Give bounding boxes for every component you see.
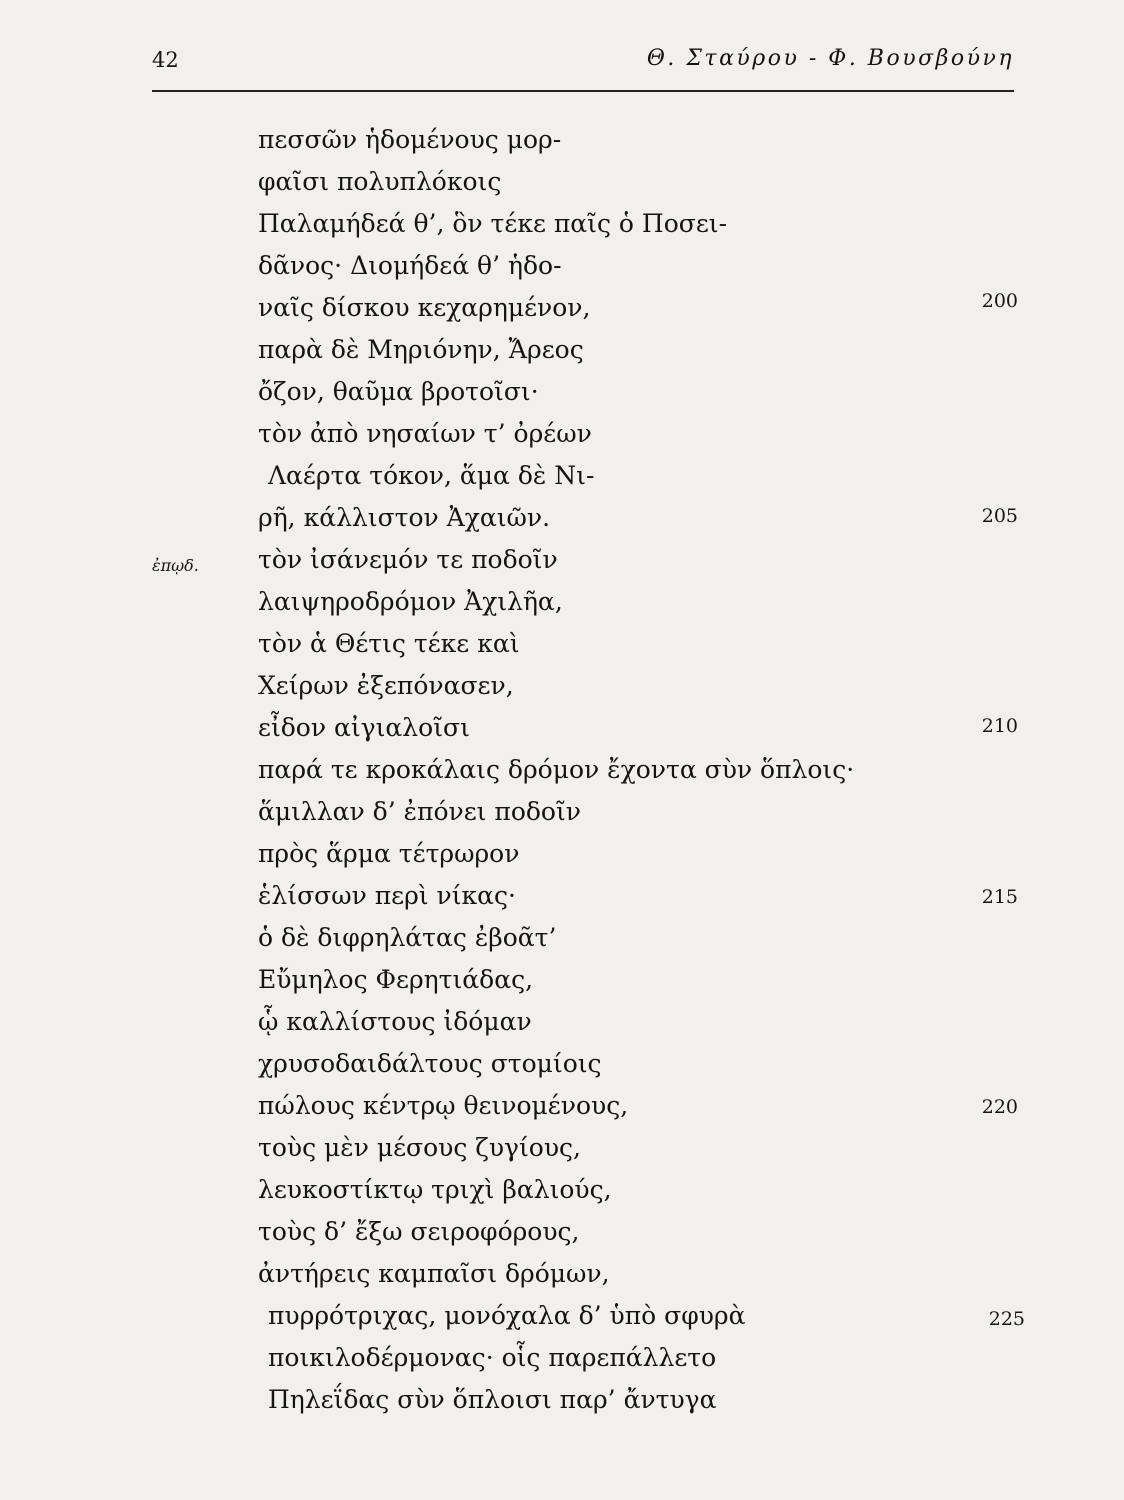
verse-line: τὸν ἰσάνεμόν τε ποδοῖν [258,545,558,574]
verse-line: ἅμιλλαν δ’ ἐπόνει ποδοῖν [258,797,581,826]
verse-line: χρυσοδαιδάλτους στομίοις [258,1049,602,1078]
verse-line: φαῖσι πολυπλόκοις [258,167,502,196]
verse-line: Εὔμηλος Φερητιάδας, [258,965,534,994]
verse-line: ᾧ καλλίστους ἰδόμαν [258,1007,532,1036]
verse-line: παρὰ δὲ Μηριόνην, Ἄρεος [258,335,584,364]
verse-line: Πηλεΐδας σὺν ὅπλοισι παρ’ ἄντυγα [268,1385,717,1414]
verse-line: Χείρων ἐξεπόνασεν, [258,671,514,700]
verse-line: πώλους κέντρῳ θεινομένους, [258,1091,629,1120]
verse-line: τοὺς μὲν μέσους ζυγίους, [258,1133,581,1162]
line-number: 200 [981,290,1018,312]
line-number: 210 [981,715,1018,737]
verse-line: λευκοστίκτῳ τριχὶ βαλιούς, [258,1175,612,1204]
line-number: 215 [981,886,1018,908]
line-number: 220 [981,1096,1018,1118]
verse-line: τοὺς δ’ ἔξω σειροφόρους, [258,1217,580,1246]
line-number: 205 [981,505,1018,527]
verse-line: παρά τε κροκάλαις δρόμον ἔχοντα σὺν ὅπλοις· [258,755,855,784]
verse-line: ρῆ, κάλλιστον Ἀχαιῶν. [258,503,551,532]
verse-line: ἀντήρεις καμπαῖσι δρόμων, [258,1259,610,1288]
verse-line: ποικιλοδέρμονας· οἷς παρεπάλλετο [268,1343,717,1372]
section-label: ἐπῳδ. [152,556,199,575]
page-header [152,44,1014,90]
verse-line: ἑλίσσων περὶ νίκας· [258,881,517,910]
verse-line: ναῖς δίσκου κεχαρημένον, [258,293,591,322]
verse-line: τὸν ἀπὸ νησαίων τ’ ὀρέων [258,419,592,448]
verse-line: εἶδον αἰγιαλοῖσι [258,713,470,742]
verse-line: τὸν ἁ Θέτις τέκε καὶ [258,629,520,658]
page-number: 42 [152,48,179,72]
verse-line: δᾶνος· Διομήδεά θ’ ἡδο- [258,251,562,280]
running-title: Θ. Σταύρου - Φ. Βουσβούνη [646,46,1014,71]
line-number: 225 [988,1308,1025,1330]
verse-line: πεσσῶν ἡδομένους μορ- [258,125,562,154]
header-rule [152,90,1014,92]
verse-line: πυρρότριχας, μονόχαλα δ’ ὑπὸ σφυρὰ [268,1301,746,1330]
verse-line: λαιψηροδρόμον Ἀχιλῆα, [258,587,563,616]
verse-line: ὄζον, θαῦμα βροτοῖσι· [258,377,539,406]
verse-line: Λαέρτα τόκον, ἅμα δὲ Νι- [268,461,595,490]
verse-line: Παλαμήδεά θ’, ὃν τέκε παῖς ὁ Ποσει- [258,209,728,238]
verse-line: πρὸς ἅρμα τέτρωρον [258,839,520,868]
verse-line: ὁ δὲ διφρηλάτας ἐβοᾶτ’ [258,923,557,952]
